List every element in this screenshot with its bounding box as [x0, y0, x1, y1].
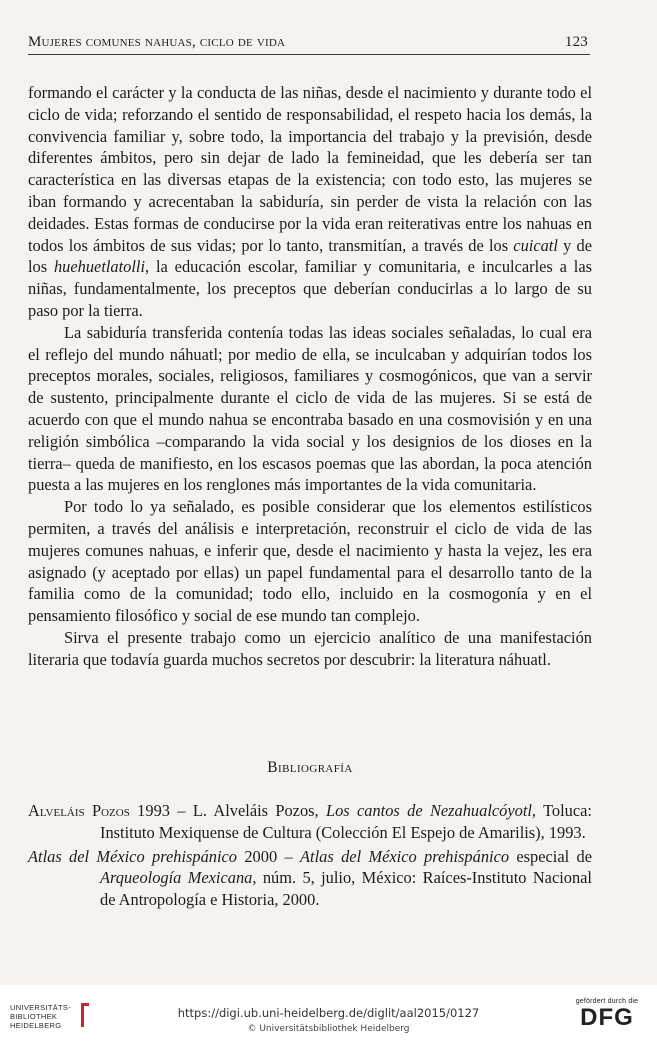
italic-term: Los cantos de Nezahualcóyotl: [325, 801, 532, 820]
library-logo-line-1: UNIVERSITÄTS-: [10, 1003, 71, 1012]
text-run: 1993 – L. Alveláis Pozos,: [129, 801, 326, 820]
funder-note: gefördert durch die: [575, 998, 639, 1005]
text-run: especial de: [509, 846, 593, 866]
paragraph-2: La sabiduría transferida contenía todas las ideas sociales señaladas, lo cual era el reflejo del mundo náhuatl; por medio de ella, se inculcaban y adquirían todos los preceptos morales, sociales, religiosos, familiares y cosmogónicos, que van a servir de sustento, principalmente durante el ciclo de vida de las mujeres. Si se está de acuerdo con que el mundo nahua se encontraba basado en una cosmovisión y en una religión simbólica –comparando la vida social y los designios de los dioses en la tierra– queda de manifiesto, en los escasos poemas que las abordan, la poca atención puesta a las mujeres en los renglones más importantes de la vida comunitaria.: [28, 322, 592, 495]
running-title: Mujeres comunes nahuas, ciclo de vida: [28, 34, 286, 50]
library-logo-line-3: HEIDELBERG: [10, 1021, 62, 1030]
dfg-logo-text: DFG: [580, 1004, 634, 1031]
italic-term: cuicatl: [513, 235, 558, 255]
page-number: 123: [564, 34, 588, 50]
text-run: y de los: [28, 235, 592, 277]
body-text: [28, 82, 592, 671]
bibliography-list: [28, 800, 592, 913]
bibliography-heading: Bibliografía: [267, 759, 353, 776]
library-logo-line-2: BIBLIOTHEK: [10, 1012, 58, 1021]
italic-term: Atlas del México prehispánico: [28, 846, 237, 866]
running-head: [28, 34, 590, 55]
bibliography-entry: [28, 846, 592, 911]
permalink-url[interactable]: https://digi.ub.uni-heidelberg.de/diglit/aal2015/0127: [177, 1006, 480, 1020]
paragraph-1: [28, 82, 592, 322]
paragraph-4: Sirva el presente trabajo como un ejercicio analítico de una manifestación literaria que todavía guarda muchos secretos por descubrir: la literatura náhuatl.: [28, 627, 592, 669]
italic-term: huehuetlatolli: [53, 257, 146, 277]
italic-term: Atlas del México prehispánico: [300, 846, 510, 866]
text-run: , núm. 5, julio, México: Raíces-Instituto Nacional de Antropología e Historia, 2000.: [100, 868, 592, 910]
text-run: 2000 –: [237, 846, 301, 866]
author-name: Alveláis Pozos: [28, 801, 130, 820]
italic-term: Arqueología Mexicana: [100, 868, 253, 888]
text-run: , Toluca: Instituto Mexiquense de Cultura (Colección El Espejo de Amarilis), 1993.: [100, 801, 592, 842]
text-run: formando el carácter y la conducta de las niñas, desde el nacimiento y durante todo el ciclo de vida; reforzando el sentido de responsabilidad, el respeto hacia los demás, la convivencia familiar y, sobre todo, la importancia del trabajo y la previsión, desde diferentes ámbitos, pero sin dejar de lado la femineidad, que les debería ser tan característica en las diversas etapas de la existencia; con todo esto, las mujeres se iban formando y acrecentaban la sabiduría, sin perder de vista la relación con las deidades. Estas formas de conducirse por la vida eran reiterativas entre los nahuas en todos los ámbitos de sus vidas; por lo tanto, transmitían, a través de los: [28, 83, 592, 255]
copyright-notice: © Universitätsbibliothek Heidelberg: [247, 1024, 410, 1034]
dfg-logo[interactable]: [567, 998, 647, 1031]
paragraph-3: Por todo lo ya señalado, es posible considerar que los elementos estilísticos permiten, a través del análisis e interpretación, reconstruir el ciclo de vida de las mujeres comunes nahuas, e inferir que, desde el nacimiento y hasta la vejez, les era asignado (y aceptado por ellas) un papel fundamental para el desarrollo tanto de la familia como de la comunidad; todo ello, incluido en la cosmogonía y en el pensamiento filosófico y social de ese mundo tan complejo.: [28, 497, 592, 626]
text-run: , la educación escolar, familiar y comunitaria, e inculcarles a las niñas, fundamentalmente, los preceptos que deberían conducirlas a lo largo de su paso por la tierra.: [28, 257, 592, 320]
bibliography-entry: [28, 800, 592, 844]
